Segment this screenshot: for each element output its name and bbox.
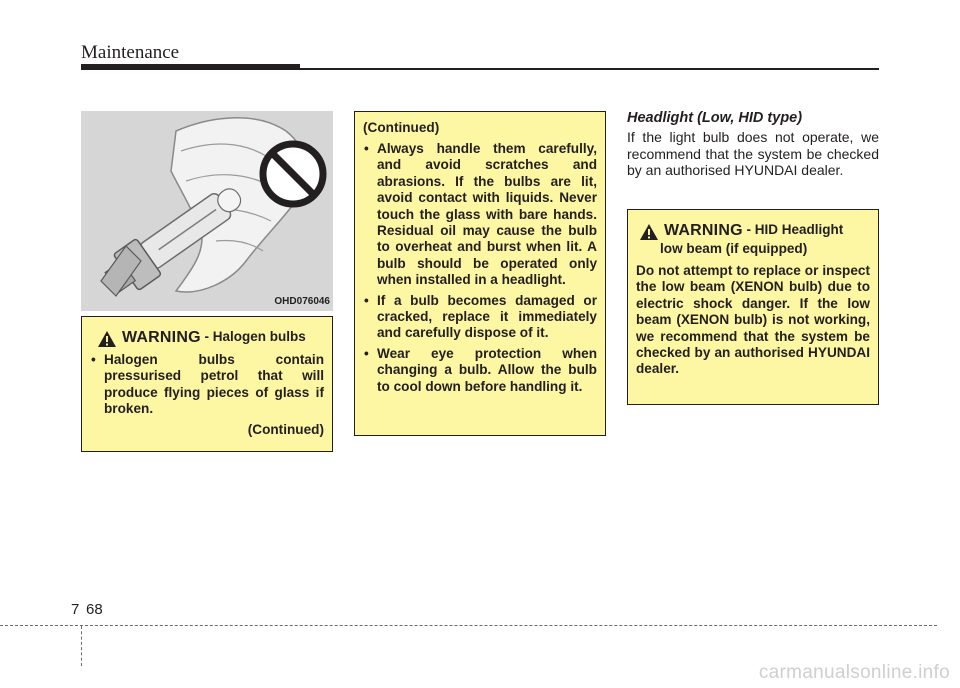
halogen-bulb-illustration bbox=[81, 111, 333, 311]
warning-word: WARNING bbox=[122, 329, 201, 346]
continued-label: (Continued) bbox=[363, 120, 440, 135]
warning-box-hid bbox=[627, 209, 879, 405]
page-header-title: Maintenance bbox=[81, 42, 180, 63]
list-item: • Always handle them carefully, and avoid scratches and abrasions. If the bulbs are lit, avoid contact with liquids. Never touch the glass with bare hands. Residual oil may cause the bulb to overheat and burst when lit. A bulb should be operated only when installed in a headlight. bbox=[363, 141, 597, 289]
footer-rule bbox=[0, 625, 937, 626]
warning-subtitle-line2: low beam (if equipped) bbox=[660, 241, 808, 256]
warning-triangle-icon bbox=[98, 331, 116, 347]
footer-divider bbox=[81, 626, 82, 666]
warning-box-halogen bbox=[81, 316, 333, 452]
warning-box-continued bbox=[354, 111, 606, 436]
warning-body: Do not attempt to replace or inspect the low beam (XENON bulb) due to electric shock danger. If the low beam (XENON bulb) is not working, we recommend that the system be checked by an authorised HYUNDAI dealer. bbox=[636, 263, 870, 377]
list-item: • Wear eye protection when changing a bulb. Allow the bulb to cool down before handling it. bbox=[363, 346, 597, 395]
warning-heading bbox=[98, 329, 324, 347]
continued-label: (Continued) bbox=[247, 421, 324, 437]
warning-word: WARNING bbox=[664, 222, 743, 239]
warning-subtitle: - Halogen bulbs bbox=[204, 329, 306, 344]
section-title: Headlight (Low, HID type) bbox=[627, 110, 803, 126]
page-number: 68 bbox=[86, 601, 103, 618]
warning-triangle-icon bbox=[640, 224, 658, 240]
chapter-number: 7 bbox=[71, 601, 80, 618]
watermark: carmanualsonline.info bbox=[758, 662, 950, 683]
warning-subtitle: - HID Headlight bbox=[746, 222, 844, 237]
header-rule-thin bbox=[300, 68, 879, 70]
list-item: • If a bulb becomes damaged or cracked, replace it immediately and carefully dispose of it. bbox=[363, 293, 597, 342]
hand-holding-bulb-drawing bbox=[81, 111, 333, 311]
warning-heading bbox=[640, 222, 870, 240]
list-item: • Halogen bulbs contain pressurised petrol that will produce flying pieces of glass if broken. bbox=[90, 352, 324, 418]
warning-list bbox=[363, 141, 597, 395]
warning-list bbox=[90, 352, 324, 418]
header-rule-thick bbox=[81, 64, 300, 70]
figure-caption: OHD076046 bbox=[274, 296, 330, 307]
section-body: If the light bulb does not operate, we recommend that the system be checked by an authorised HYUNDAI dealer. bbox=[627, 129, 879, 179]
prohibition-sign-icon bbox=[263, 144, 323, 204]
